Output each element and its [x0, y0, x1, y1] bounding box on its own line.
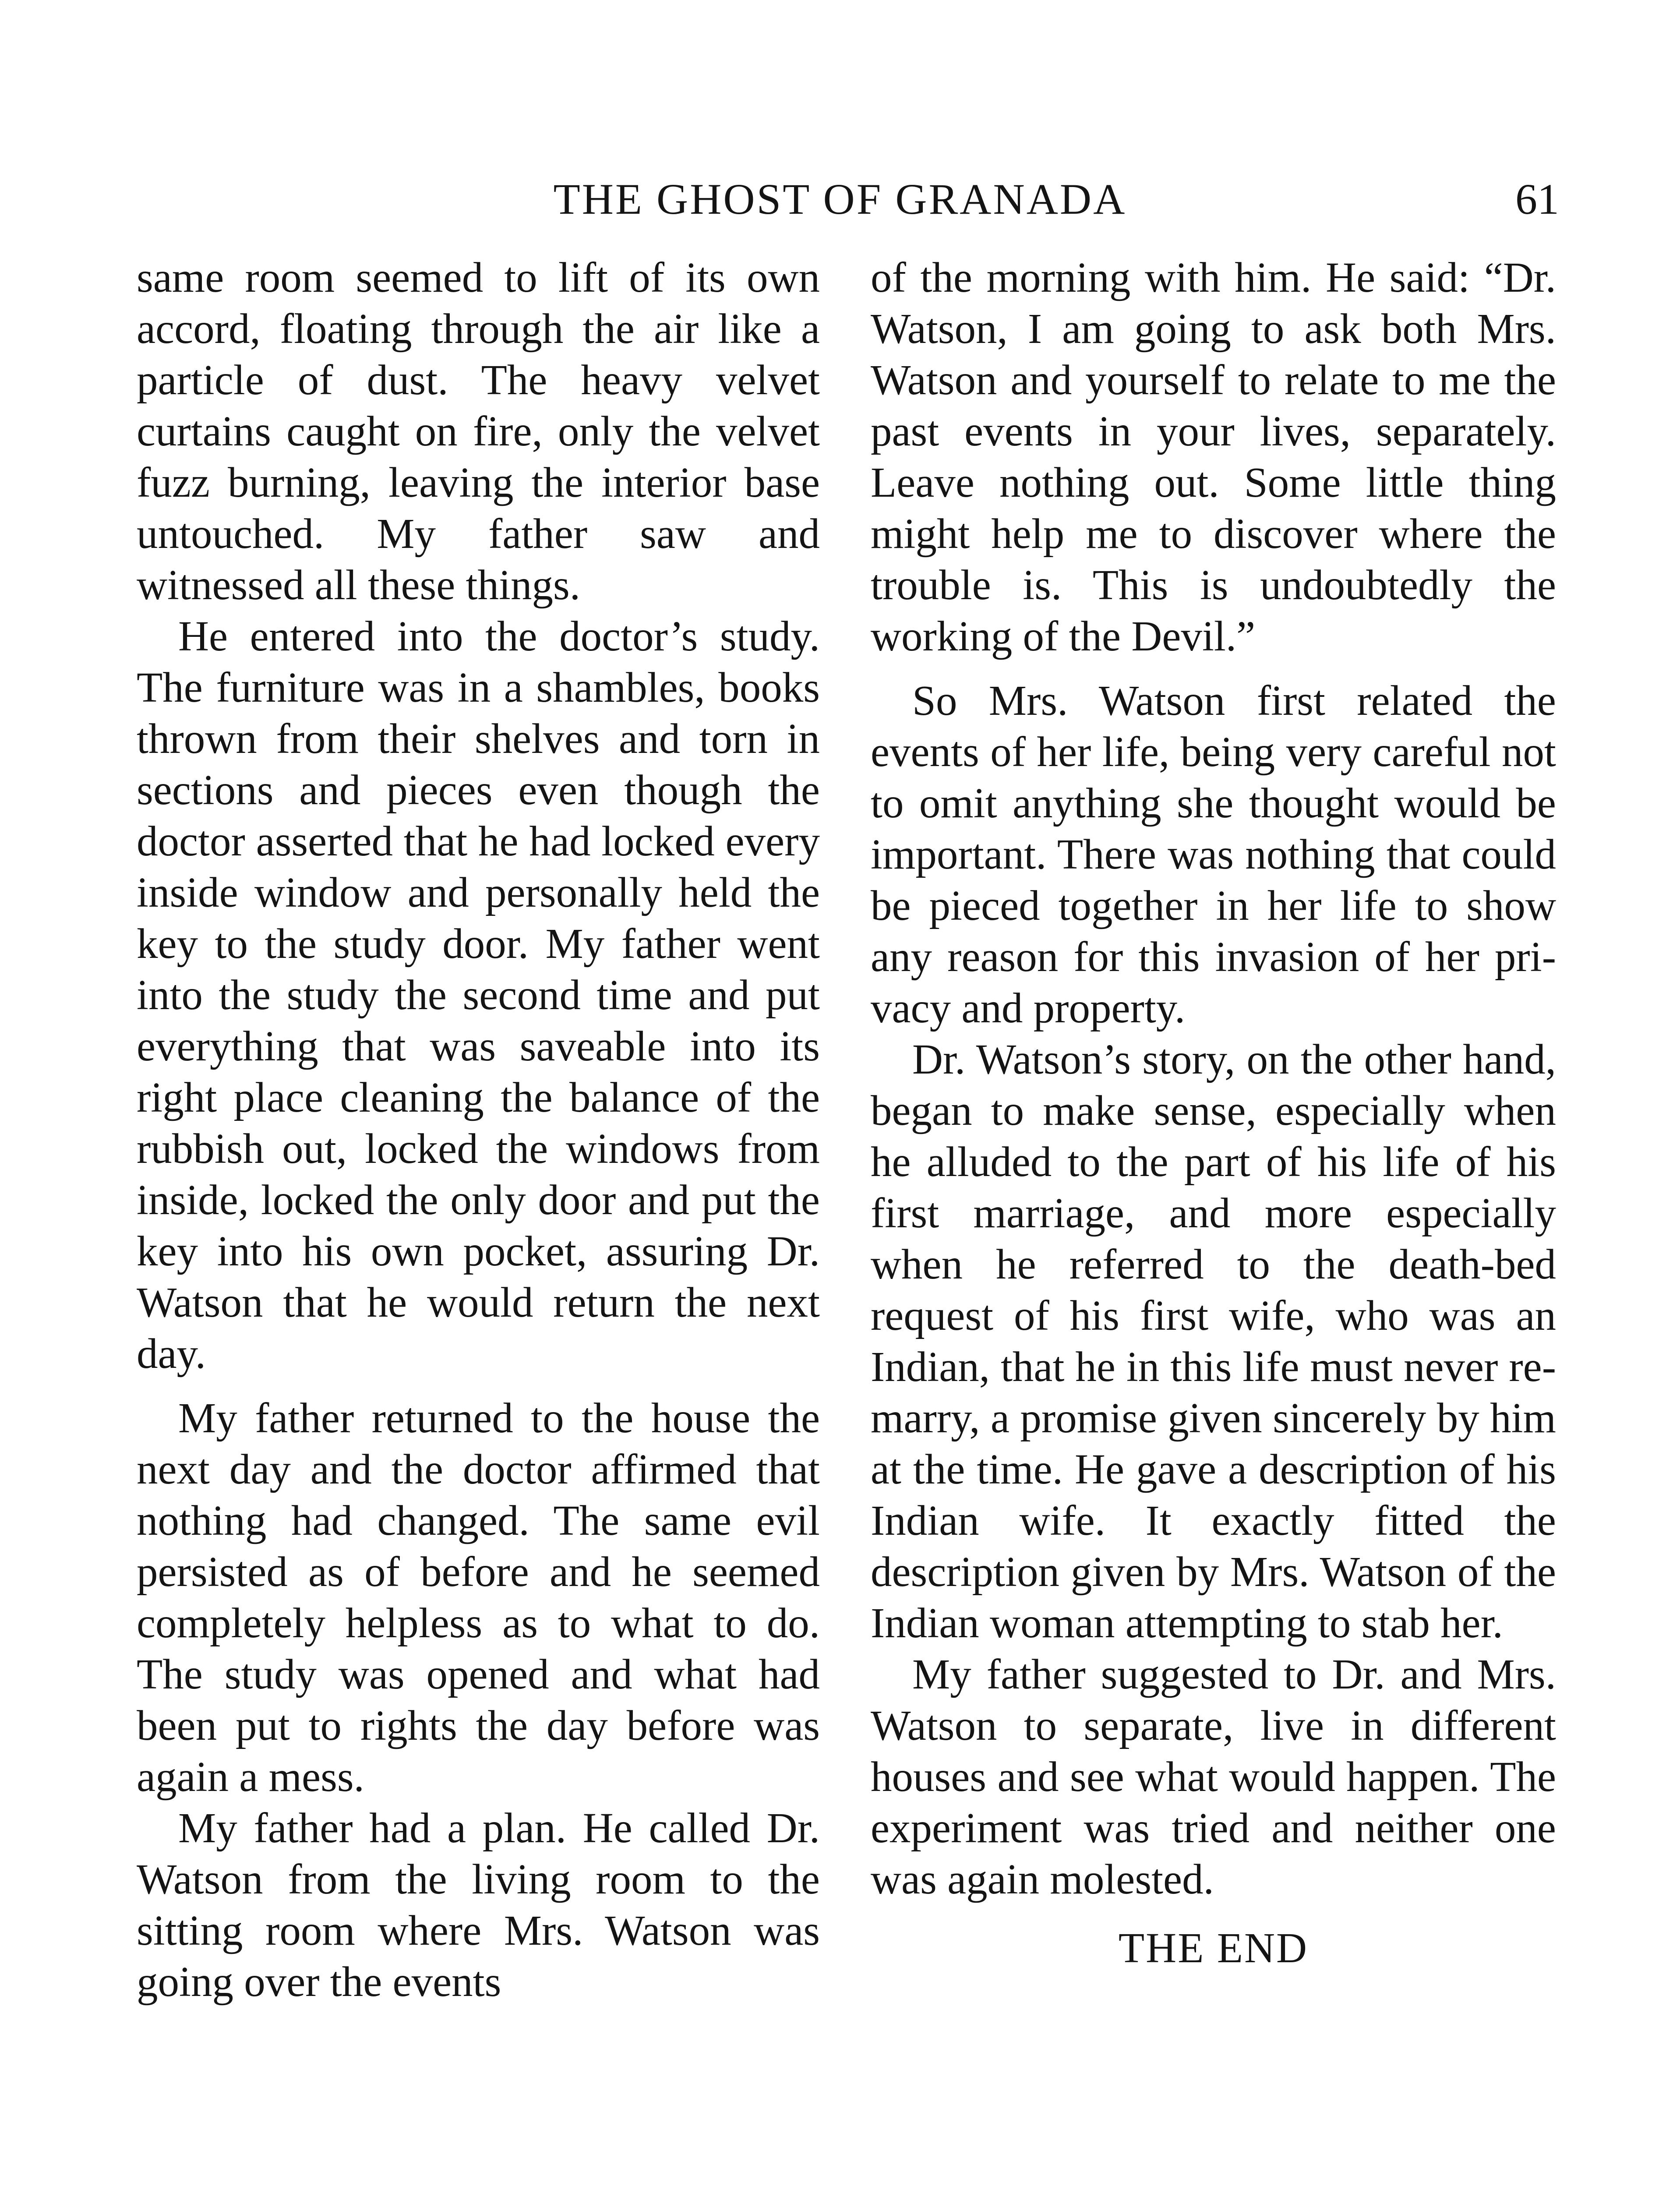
paragraph: So Mrs. Watson first related the events of her life, being very careful not to omit anything she thought would be important. There was nothing that could be pieced together in her life to show any reason for this invasion of her privacy and property. — [871, 677, 1556, 1031]
paragraph: My father returned to the house the next day and the doctor affirmed that nothing had changed. The same evil persisted as of before and he seemed completely helpless as to what to do. The study was opened and what had been put to rights the day before was again a mess. — [137, 1395, 820, 1800]
left-column — [137, 252, 820, 2007]
right-column — [871, 252, 1556, 1974]
paragraph: He entered into the doctor’s study. The furniture was in a shambles, books thrown from their shelves and torn in sections and pieces even though the doctor asserted that he had locked every inside window and personally held the key to the study door. My father went into the study the second time and put everything that was saveable into its right place cleaning the balance of the rubbish out, locked the windows from inside, locked the only door and put the key into his own pocket, assuring Dr. Watson that he would return the next day. — [137, 613, 820, 1377]
paragraph: same room seemed to lift of its own accord, floating through the air like a particle of dust. The heavy velvet curtains caught on fire, only the velvet fuzz burning, leaving the interior base untouched. My father saw and witnessed all these things. — [137, 254, 820, 608]
paragraph: Dr. Watson’s story, on the other hand, began to make sense, especially when he alluded to the part of his life of his first marriage, and more especially when he referred to the death-bed request of his first wife, who was an Indian, that he in this life must never remarry, a promise given sincerely by him at the time. He gave a description of his Indian wife. It exactly fitted the description given by Mrs. Watson of the Indian woman attempting to stab her. — [871, 1036, 1556, 1646]
page-number: 61 — [1515, 175, 1559, 223]
paragraph: My father suggested to Dr. and Mrs. Watson to separate, live in different houses and see what would happen. The experiment was tried and neither one was again molested. — [871, 1651, 1556, 1903]
end-mark: THE END — [1118, 1925, 1309, 1971]
running-title: THE GHOST OF GRANADA — [553, 175, 1127, 223]
paragraph: My father had a plan. He called Dr. Watson from the living room to the sitting room where Mrs. Watson was going over the events — [137, 1805, 820, 2005]
paragraph: of the morning with him. He said: “Dr. Watson, I am going to ask both Mrs. Watson and yourself to relate to me the past events in your lives, separately. Leave nothing out. Some little thing might help me to discover where the trouble is. This is undoubtedly the working of the Devil.” — [871, 254, 1556, 660]
